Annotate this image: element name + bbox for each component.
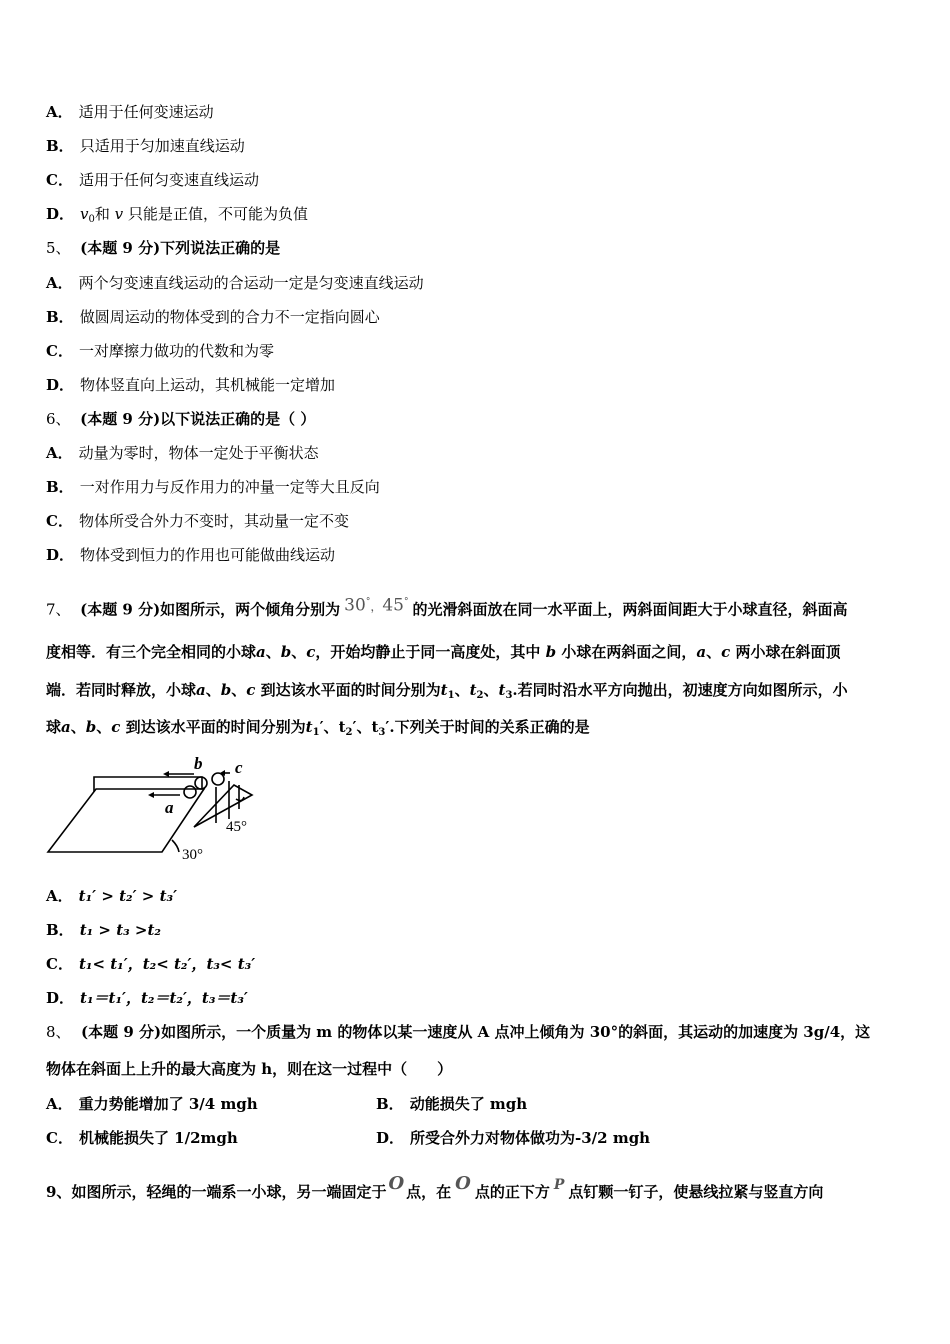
q7-option-c bbox=[46, 954, 255, 974]
question-stem: 的光滑斜面放在同一水平面上，两斜面间距大于小球直径，斜面高 bbox=[412, 600, 848, 619]
option-text: 一对摩擦力做功的代数和为零 bbox=[78, 342, 274, 360]
arrowhead-b bbox=[163, 771, 169, 777]
option-label: D． bbox=[46, 205, 75, 223]
stem-text: 球 bbox=[46, 718, 62, 736]
q5-option-d bbox=[46, 375, 335, 395]
question-number: 9、 bbox=[46, 1183, 72, 1201]
prime: ′ bbox=[319, 718, 324, 736]
option-text: 机械能损失了 1/2mgh bbox=[78, 1129, 238, 1147]
option-text: t₁< t₁′，t₂< t₂′，t₃< t₃′ bbox=[78, 955, 256, 973]
q7-stem-line3 bbox=[46, 680, 848, 706]
q7-option-a bbox=[46, 886, 177, 906]
option-label: D． bbox=[46, 376, 75, 394]
subscript: 2 bbox=[476, 690, 484, 701]
incline-30-block bbox=[48, 789, 204, 852]
option-text: t₁＝t₁′，t₂＝t₂′，t₃＝t₃′ bbox=[80, 989, 248, 1007]
option-text: 和 bbox=[94, 205, 110, 223]
angle-arc-45 bbox=[236, 797, 244, 801]
prime: ′ bbox=[385, 718, 390, 736]
q4-option-a bbox=[46, 102, 214, 122]
stem-text: 端．若同时释放，小球 bbox=[46, 681, 197, 699]
option-label: D． bbox=[376, 1129, 405, 1147]
ball-a: a bbox=[696, 643, 707, 661]
option-text: 一对作用力与反作用力的冲量一定等大且反向 bbox=[79, 478, 380, 496]
question-number: 7、 bbox=[46, 600, 71, 619]
var-t: t bbox=[469, 681, 477, 699]
q4-option-b bbox=[46, 136, 245, 156]
point-O: O bbox=[455, 1173, 471, 1194]
point-P: P bbox=[553, 1177, 565, 1193]
separator: 、 bbox=[454, 681, 470, 699]
option-label: D． bbox=[46, 989, 75, 1007]
option-label: B． bbox=[376, 1095, 404, 1113]
separator: 、 bbox=[291, 643, 307, 661]
ball-a-circle bbox=[184, 786, 196, 798]
point-O: O bbox=[388, 1173, 405, 1194]
subscript: 3 bbox=[378, 727, 386, 738]
question-stem: 点，在 bbox=[406, 1183, 452, 1201]
ball-c: c bbox=[306, 643, 316, 661]
question-stem: (本题 9 分)如图所示，两个倾角分别为 bbox=[80, 600, 341, 619]
q4-option-c bbox=[46, 170, 259, 190]
subscript: 0 bbox=[88, 214, 95, 225]
option-label: B． bbox=[46, 921, 74, 939]
q7-stem-line2 bbox=[46, 642, 841, 662]
q8-option-d bbox=[376, 1128, 650, 1148]
ball-c-circle bbox=[212, 773, 224, 785]
option-label: A． bbox=[46, 274, 73, 292]
ball-b: b bbox=[545, 643, 557, 661]
option-text: 做圆周运动的物体受到的合力不一定指向圆心 bbox=[79, 308, 380, 326]
subscript: 1 bbox=[447, 690, 455, 701]
stem-text: 到达该水平面的时间分别为 bbox=[125, 718, 306, 736]
q9-stem bbox=[46, 1174, 823, 1202]
var-v: v bbox=[114, 205, 124, 223]
option-text: 两个匀变速直线运动的合运动一定是匀变速直线运动 bbox=[78, 274, 424, 292]
inclined-planes-figure bbox=[44, 747, 274, 867]
separator: 、 bbox=[96, 718, 112, 736]
degree-sign: ° bbox=[403, 597, 409, 607]
option-text: 动量为零时，物体一定处于平衡状态 bbox=[78, 444, 319, 462]
option-text: 物体受到恒力的作用也可能做曲线运动 bbox=[80, 546, 336, 564]
q7-stem-line1 bbox=[46, 592, 847, 620]
figure-label-b: b bbox=[194, 754, 203, 773]
ball-a: a bbox=[61, 718, 71, 736]
q5-stem bbox=[46, 238, 280, 258]
ball-c: c bbox=[721, 643, 731, 661]
ball-a: a bbox=[256, 643, 266, 661]
separator: 、 bbox=[483, 681, 499, 699]
q8-option-b bbox=[376, 1094, 527, 1114]
stem-text: ，开始均静止于同一高度处，其中 bbox=[315, 643, 541, 661]
q4-option-d bbox=[46, 204, 308, 230]
q8-option-a bbox=[46, 1094, 258, 1114]
question-stem: 点的正下方 bbox=[474, 1183, 550, 1201]
stem-text: .若同时沿水平方向抛出，初速度方向如图所示，小 bbox=[512, 681, 848, 699]
q6-stem bbox=[46, 409, 315, 429]
separator: 、 bbox=[356, 718, 372, 736]
option-label: C． bbox=[46, 512, 73, 530]
separator: 、 bbox=[323, 718, 339, 736]
option-label: A． bbox=[46, 887, 73, 905]
option-label: C． bbox=[46, 342, 73, 360]
separator: 、 bbox=[231, 681, 247, 699]
stem-text: 小球在两斜面之间， bbox=[561, 643, 697, 661]
angle-values bbox=[344, 592, 408, 617]
q6-option-d bbox=[46, 545, 335, 565]
option-text: t₁′ > t₂′ > t₃′ bbox=[78, 887, 178, 905]
option-label: B． bbox=[46, 137, 74, 155]
option-text: 适用于任何匀变速直线运动 bbox=[78, 171, 259, 189]
degree-sign: ° bbox=[365, 597, 371, 607]
subscript: 1 bbox=[312, 727, 320, 738]
q7-option-d bbox=[46, 988, 248, 1008]
option-text: 重力势能增加了 3/4 mgh bbox=[78, 1095, 258, 1113]
option-label: B． bbox=[46, 308, 74, 326]
ball-b: b bbox=[85, 718, 97, 736]
q5-option-c bbox=[46, 341, 274, 361]
var-t: t bbox=[498, 681, 506, 699]
option-label: C． bbox=[46, 1129, 73, 1147]
subscript: 2 bbox=[345, 727, 353, 738]
separator: 、 bbox=[706, 643, 722, 661]
option-text: 适用于任何变速运动 bbox=[78, 103, 214, 121]
option-label: A． bbox=[46, 444, 73, 462]
q7-stem-line4: 球a、b、c 到达该水平面的时间分别为$t_1'$、$t_2'$、$t_3'$.下列关于时间的关系正确的是 bbox=[46, 718, 590, 738]
stem-text: 下列关于时间的关系正确的是 bbox=[394, 718, 590, 736]
question-number: 8、 bbox=[46, 1023, 71, 1041]
q8-stem-line2 bbox=[46, 1059, 452, 1079]
question-stem: (本题 9 分)以下说法正确的是（ ） bbox=[80, 410, 316, 428]
stem-text: 度相等．有三个完全相同的小球 bbox=[46, 643, 257, 661]
var-v: v bbox=[80, 205, 89, 223]
ball-c: c bbox=[246, 681, 256, 699]
stem-text: 两小球在斜面顶 bbox=[735, 643, 841, 661]
option-text: t₁ > t₃ >t₂ bbox=[79, 921, 161, 939]
question-stem: 点钉颗一钉子，使悬线拉紧与竖直方向 bbox=[568, 1183, 824, 1201]
var-t: t bbox=[440, 681, 448, 699]
ball-a: a bbox=[196, 681, 206, 699]
q7-option-b bbox=[46, 920, 161, 940]
option-text: 只适用于匀加速直线运动 bbox=[79, 137, 245, 155]
option-label: D． bbox=[46, 546, 75, 564]
q8-option-c bbox=[46, 1128, 238, 1148]
q8-stem-line1 bbox=[46, 1022, 870, 1042]
option-text: 所受合外力对物体做功为-3/2 mgh bbox=[410, 1129, 651, 1147]
figure-label-45: 45° bbox=[226, 819, 247, 835]
option-label: C． bbox=[46, 955, 73, 973]
stem-text: 到达该水平面的时间分别为 bbox=[260, 681, 441, 699]
question-number: 6、 bbox=[46, 410, 71, 428]
question-stem: (本题 9 分)如图所示，一个质量为 m 的物体以某一速度从 A 点冲上倾角为 30°的斜面，其运动的加速度为 3g/4，这 bbox=[81, 1023, 871, 1041]
q6-option-b bbox=[46, 477, 380, 497]
question-stem: 如图所示，轻绳的一端系一小球，另一端固定于 bbox=[71, 1183, 387, 1201]
prime: ′ bbox=[352, 718, 357, 736]
option-text: 物体竖直向上运动，其机械能一定增加 bbox=[80, 376, 336, 394]
q6-option-c bbox=[46, 511, 349, 531]
option-text: 只能是正值，不可能为负值 bbox=[127, 205, 308, 223]
figure-label-30: 30° bbox=[182, 847, 203, 863]
separator: 、 bbox=[265, 643, 281, 661]
arrowhead-a bbox=[148, 792, 154, 798]
figure-label-c: c bbox=[235, 758, 243, 777]
ball-b-circle bbox=[195, 777, 207, 789]
option-text: 物体所受合外力不变时，其动量一定不变 bbox=[78, 512, 349, 530]
ball-c: c bbox=[111, 718, 121, 736]
figure-label-a: a bbox=[165, 798, 174, 817]
angle-1: 30 bbox=[344, 595, 366, 616]
q5-option-a bbox=[46, 273, 424, 293]
angle-separator: ， bbox=[370, 599, 383, 614]
separator: 、 bbox=[205, 681, 221, 699]
separator: 、 bbox=[70, 718, 86, 736]
option-label: B． bbox=[46, 478, 74, 496]
option-text: 动能损失了 mgh bbox=[409, 1095, 528, 1113]
option-label: A． bbox=[46, 103, 73, 121]
ball-b: b bbox=[220, 681, 232, 699]
var-t: t bbox=[305, 718, 313, 736]
option-label: A． bbox=[46, 1095, 73, 1113]
option-label: C． bbox=[46, 171, 73, 189]
angle-arc-30 bbox=[172, 840, 179, 852]
question-stem: (本题 9 分)下列说法正确的是 bbox=[80, 239, 281, 257]
ball-b: b bbox=[280, 643, 292, 661]
q5-option-b bbox=[46, 307, 380, 327]
question-number: 5、 bbox=[46, 239, 71, 257]
subscript: 3 bbox=[505, 690, 513, 701]
question-stem: 物体在斜面上上升的最大高度为 h，则在这一过程中（ ） bbox=[46, 1060, 453, 1078]
angle-2: 45 bbox=[382, 595, 404, 616]
q6-option-a bbox=[46, 443, 319, 463]
